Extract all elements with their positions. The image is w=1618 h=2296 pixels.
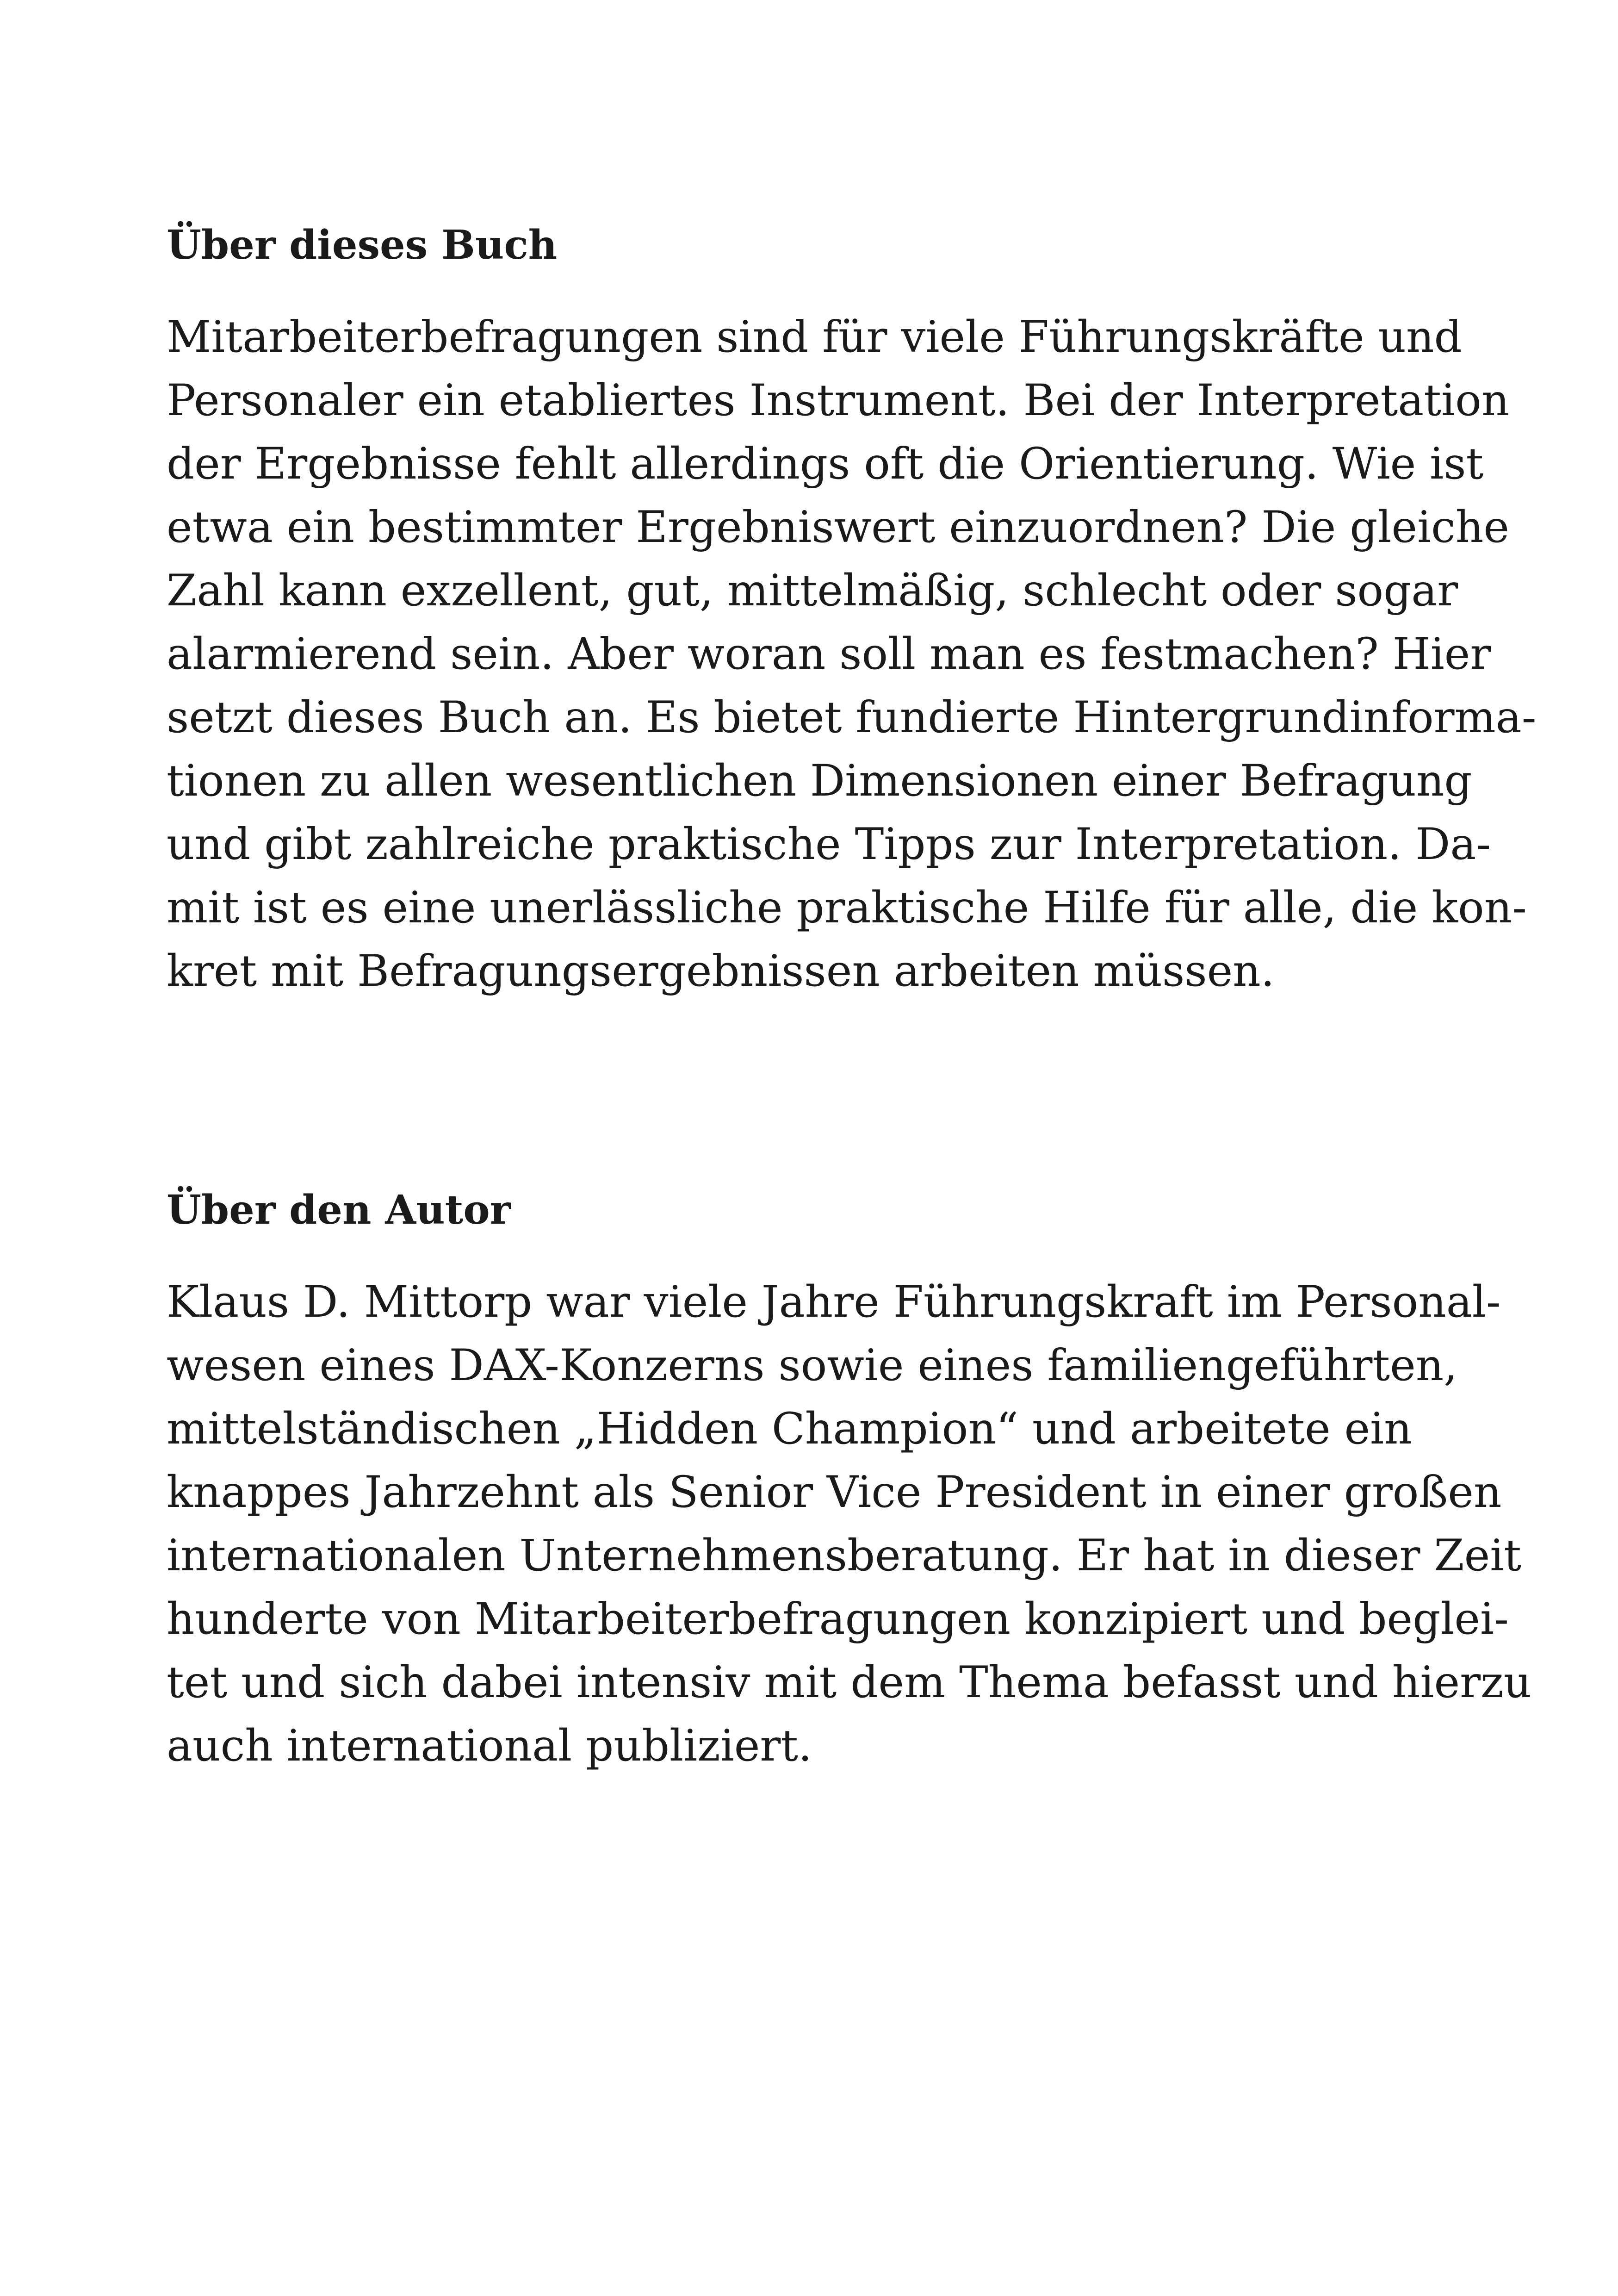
text-line: tet und sich dabei intensiv mit dem Thema befasst und hierzu <box>167 1657 1532 1708</box>
about-book-section <box>167 218 1537 1003</box>
text-line: alarmierend sein. Aber woran soll man es festmachen? Hier <box>167 629 1491 679</box>
about-author-heading: Über den Autor <box>167 1187 511 1233</box>
text-line: Personaler ein etabliertes Instrument. Bei der Interpretation <box>167 375 1510 426</box>
text-line: auch international publiziert. <box>167 1721 812 1771</box>
text-line: tionen zu allen wesentlichen Dimensionen einer Befragung <box>167 756 1472 806</box>
text-line: Klaus D. Mittorp war viele Jahre Führungskraft im Personal- <box>167 1277 1501 1327</box>
text-line: wesen eines DAX-Konzerns sowie eines familiengeführten, <box>167 1340 1458 1391</box>
text-line: etwa ein bestimmter Ergebniswert einzuordnen? Die gleiche <box>167 502 1509 553</box>
text-line: knappes Jahrzehnt als Senior Vice President in einer großen <box>167 1467 1502 1518</box>
about-book-heading: Über dieses Buch <box>167 222 558 268</box>
about-book-paragraph <box>167 305 1537 1003</box>
text-line: mit ist es eine unerlässliche praktische Hilfe für alle, die kon- <box>167 883 1527 933</box>
text-line: setzt dieses Buch an. Es bietet fundierte Hintergrundinforma- <box>167 692 1537 743</box>
text-line: hunderte von Mitarbeiterbefragungen konzipiert und beglei- <box>167 1594 1509 1644</box>
text-line: Mitarbeiterbefragungen sind für viele Führungskräfte und <box>167 312 1462 362</box>
about-author-section <box>167 1182 1532 1778</box>
text-line: der Ergebnisse fehlt allerdings oft die Orientierung. Wie ist <box>167 439 1484 489</box>
text-line: internationalen Unternehmensberatung. Er hat in dieser Zeit <box>167 1531 1522 1581</box>
text-line: mittelständischen „Hidden Champion“ und arbeitete ein <box>167 1404 1412 1454</box>
about-author-paragraph <box>167 1270 1532 1778</box>
text-line: Zahl kann exzellent, gut, mittelmäßig, schlecht oder sogar <box>167 566 1458 616</box>
text-line: kret mit Befragungsergebnissen arbeiten müssen. <box>167 946 1275 996</box>
text-line: und gibt zahlreiche praktische Tipps zur Interpretation. Da- <box>167 819 1491 870</box>
